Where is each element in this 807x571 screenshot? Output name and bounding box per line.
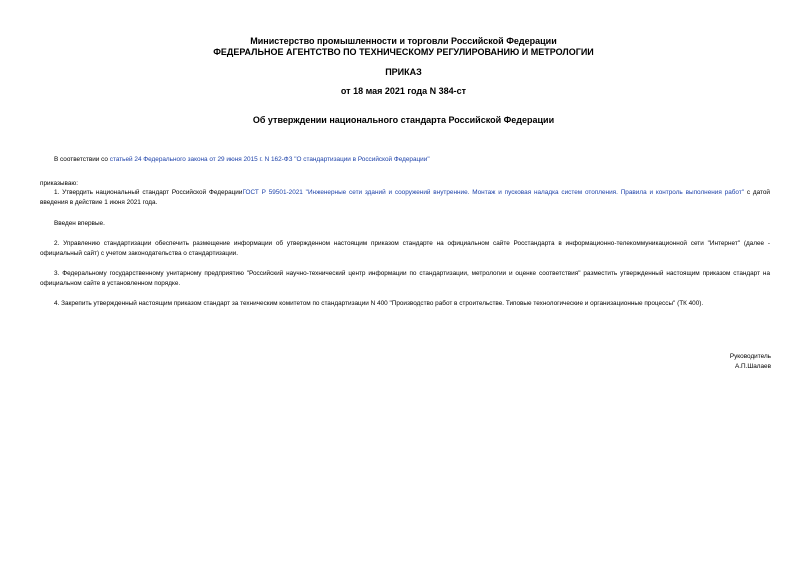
federal-law-link[interactable]: статьей 24 Федерального закона от 29 июня 2015 г. N 162-ФЗ "О стандартизации в Российской Федерации"	[109, 156, 430, 163]
doc-type-heading: ПРИКАЗ	[385, 67, 422, 77]
item-3-paragraph: 3. Федеральному государственному унитарному предприятию "Российский научно-технический центр информации по стандартизации, метрологии и оценке соответствия" разместить утвержденный настоящим приказом стандарт на официальном сайте в установленном порядке.	[40, 270, 770, 287]
signature-role: Руководитель	[729, 353, 771, 360]
item-4-paragraph: 4. Закрепить утвержденный настоящим приказом стандарт за техническим комитетом по стандартизации N 400 "Производство работ в строительстве. Типовые технологические и организационные процессы" (ТК 400).	[54, 300, 704, 307]
basis-prefix: В соответствии со	[54, 156, 108, 163]
item-1-paragraph	[40, 188, 770, 208]
doc-title: Об утверждении национального стандарта Российской Федерации	[252, 115, 555, 125]
doc-date-number: от 18 мая 2021 года N 384-ст	[340, 86, 467, 96]
agency-heading: ФЕДЕРАЛЬНОЕ АГЕНТСТВО ПО ТЕХНИЧЕСКОМУ РЕГУЛИРОВАНИЮ И МЕТРОЛОГИИ	[213, 47, 594, 57]
ministry-heading: Министерство промышленности и торговли Российской Федерации	[250, 36, 557, 46]
item-2-paragraph: 2. Управлению стандартизации обеспечить размещение информации об утвержденном настоящим приказом стандарте на официальном сайте Росстандарта в информационно-телекоммуникационной сети "Интернет" (далее - официальный сайт) с учетом законодательства о стандартизации.	[40, 240, 770, 257]
item-1-prefix: 1. Утвердить национальный стандарт Российской Федерации	[54, 189, 243, 196]
introduced-note: Введен впервые.	[54, 220, 105, 227]
item-1-suffix: с датой введения в действие 1 июня 2021 года.	[40, 189, 770, 206]
order-word: приказываю:	[40, 180, 78, 187]
basis-paragraph	[40, 155, 770, 165]
signature-name: А.П.Шалаев	[734, 363, 771, 370]
gost-link[interactable]: ГОСТ Р 59501-2021 "Инженерные сети зданий и сооружений внутренние. Монтаж и пусковая наладка систем отопления. Правила и контроль выполнения работ"	[242, 189, 745, 196]
